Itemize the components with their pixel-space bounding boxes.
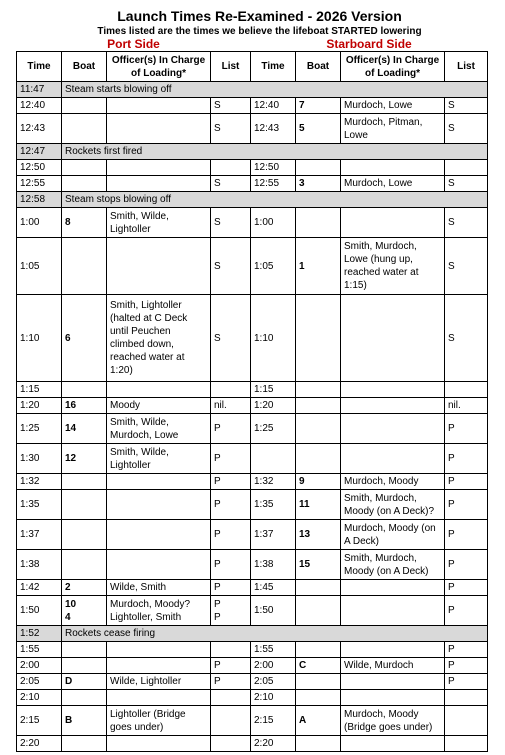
port-time-cell: 1:10 [17, 295, 62, 382]
table-row [17, 382, 488, 398]
port-time-cell: 12:55 [17, 176, 62, 192]
port-boat-cell [62, 238, 107, 295]
starboard-list-cell [445, 706, 488, 736]
starboard-time-cell: 1:10 [251, 295, 296, 382]
header-port-list: List [211, 52, 251, 82]
port-side-label: Port Side [17, 38, 251, 52]
port-list-cell: P [211, 474, 251, 490]
table-row [17, 295, 488, 382]
port-time-cell: 1:25 [17, 414, 62, 444]
port-list-cell [211, 690, 251, 706]
starboard-list-cell [445, 160, 488, 176]
port-boat-cell: 12 [62, 444, 107, 474]
event-text: Rockets first fired [62, 144, 488, 160]
starboard-boat-cell [296, 382, 341, 398]
port-officers-cell: Wilde, Smith [107, 580, 211, 596]
port-officers-cell [107, 176, 211, 192]
port-list-cell: P [211, 490, 251, 520]
port-time-cell: 1:38 [17, 550, 62, 580]
starboard-boat-cell: 5 [296, 114, 341, 144]
port-list-cell: P [211, 658, 251, 674]
port-time-cell: 2:15 [17, 706, 62, 736]
port-boat-cell: D [62, 674, 107, 690]
starboard-officers-cell [341, 690, 445, 706]
starboard-officers-cell: Murdoch, Lowe [341, 176, 445, 192]
starboard-officers-cell: Smith, Murdoch, Moody (on A Deck) [341, 550, 445, 580]
starboard-list-cell: S [445, 114, 488, 144]
starboard-officers-cell [341, 414, 445, 444]
starboard-time-cell: 2:00 [251, 658, 296, 674]
event-row [17, 144, 488, 160]
port-officers-cell [107, 642, 211, 658]
port-list-cell: S [211, 114, 251, 144]
starboard-list-cell: S [445, 238, 488, 295]
port-list-cell: S [211, 238, 251, 295]
event-row [17, 626, 488, 642]
starboard-officers-cell: Smith, Murdoch, Moody (on A Deck)? [341, 490, 445, 520]
port-list-cell: S [211, 208, 251, 238]
header-starboard-officers: Officer(s) In Charge of Loading* [341, 52, 445, 82]
starboard-officers-cell: Murdoch, Moody [341, 474, 445, 490]
port-time-cell: 12:40 [17, 98, 62, 114]
port-boat-cell [62, 642, 107, 658]
starboard-officers-cell: Smith, Murdoch, Lowe (hung up, reached water at 1:15) [341, 238, 445, 295]
port-time-cell: 2:00 [17, 658, 62, 674]
starboard-officers-cell [341, 736, 445, 752]
port-list-cell: P [211, 550, 251, 580]
starboard-time-cell: 1:55 [251, 642, 296, 658]
table-row [17, 414, 488, 444]
port-list-cell: P [211, 520, 251, 550]
starboard-list-cell [445, 736, 488, 752]
port-time-cell: 1:30 [17, 444, 62, 474]
port-boat-cell [62, 736, 107, 752]
starboard-officers-cell [341, 160, 445, 176]
starboard-time-cell: 2:20 [251, 736, 296, 752]
starboard-time-cell: 2:05 [251, 674, 296, 690]
starboard-list-cell: P [445, 674, 488, 690]
starboard-boat-cell: 11 [296, 490, 341, 520]
page-title: Launch Times Re-Examined - 2026 Version [117, 8, 402, 24]
starboard-boat-cell: C [296, 658, 341, 674]
starboard-boat-cell [296, 642, 341, 658]
port-officers-cell [107, 98, 211, 114]
event-text: Steam stops blowing off [62, 192, 488, 208]
starboard-boat-cell [296, 444, 341, 474]
port-list-cell: P [211, 674, 251, 690]
port-officers-cell [107, 736, 211, 752]
starboard-list-cell: S [445, 176, 488, 192]
port-officers-cell: Wilde, Lightoller [107, 674, 211, 690]
port-list-cell: nil. [211, 398, 251, 414]
starboard-time-cell: 1:45 [251, 580, 296, 596]
table-row [17, 160, 488, 176]
starboard-officers-cell [341, 674, 445, 690]
starboard-list-cell: P [445, 658, 488, 674]
port-time-cell: 1:35 [17, 490, 62, 520]
event-time: 11:47 [17, 82, 62, 98]
event-text: Rockets cease firing [62, 626, 488, 642]
port-officers-cell [107, 160, 211, 176]
port-time-cell: 2:20 [17, 736, 62, 752]
port-list-cell: S [211, 98, 251, 114]
port-time-cell: 1:00 [17, 208, 62, 238]
starboard-time-cell: 12:40 [251, 98, 296, 114]
starboard-time-cell: 1:05 [251, 238, 296, 295]
port-list-cell [211, 160, 251, 176]
starboard-officers-cell [341, 398, 445, 414]
table-row [17, 114, 488, 144]
port-time-cell: 1:55 [17, 642, 62, 658]
event-row [17, 82, 488, 98]
starboard-officers-cell [341, 295, 445, 382]
table-body [17, 82, 488, 752]
starboard-time-cell: 2:15 [251, 706, 296, 736]
starboard-time-cell: 1:25 [251, 414, 296, 444]
port-officers-cell [107, 550, 211, 580]
starboard-list-cell: P [445, 414, 488, 444]
port-officers-cell: Moody [107, 398, 211, 414]
port-list-cell [211, 706, 251, 736]
port-officers-cell: Smith, Lightoller (halted at C Deck until Peuchen climbed down, reached water at 1:20) [107, 295, 211, 382]
starboard-list-cell: P [445, 550, 488, 580]
table-row [17, 674, 488, 690]
port-boat-cell: 14 [62, 414, 107, 444]
starboard-officers-cell [341, 208, 445, 238]
starboard-boat-cell: 7 [296, 98, 341, 114]
starboard-boat-cell [296, 414, 341, 444]
table-row [17, 690, 488, 706]
port-officers-cell [107, 382, 211, 398]
starboard-list-cell: P [445, 490, 488, 520]
port-boat-cell [62, 550, 107, 580]
starboard-boat-cell: 9 [296, 474, 341, 490]
launch-times-table [16, 38, 488, 752]
table-row [17, 444, 488, 474]
port-list-cell [211, 382, 251, 398]
port-boat-cell [62, 98, 107, 114]
table-row [17, 98, 488, 114]
starboard-boat-cell [296, 690, 341, 706]
table-row [17, 208, 488, 238]
starboard-time-cell: 1:20 [251, 398, 296, 414]
starboard-officers-cell: Wilde, Murdoch [341, 658, 445, 674]
starboard-time-cell: 1:37 [251, 520, 296, 550]
port-officers-cell: Murdoch, Moody? Lightoller, Smith [107, 596, 211, 626]
port-officers-cell [107, 490, 211, 520]
starboard-officers-cell [341, 642, 445, 658]
starboard-list-cell: P [445, 596, 488, 626]
starboard-list-cell: S [445, 98, 488, 114]
starboard-time-cell: 12:55 [251, 176, 296, 192]
starboard-time-cell: 1:15 [251, 382, 296, 398]
port-officers-cell [107, 474, 211, 490]
starboard-list-cell [445, 382, 488, 398]
port-officers-cell: Smith, Wilde, Lightoller [107, 444, 211, 474]
event-time: 12:58 [17, 192, 62, 208]
port-time-cell: 1:05 [17, 238, 62, 295]
port-officers-cell [107, 690, 211, 706]
header-starboard-list: List [445, 52, 488, 82]
starboard-time-cell [251, 444, 296, 474]
starboard-officers-cell: Murdoch, Moody (Bridge goes under) [341, 706, 445, 736]
starboard-boat-cell [296, 596, 341, 626]
port-list-cell: P [211, 580, 251, 596]
port-boat-cell [62, 690, 107, 706]
starboard-time-cell: 1:00 [251, 208, 296, 238]
starboard-officers-cell [341, 580, 445, 596]
starboard-boat-cell: A [296, 706, 341, 736]
header-starboard-boat: Boat [296, 52, 341, 82]
starboard-boat-cell: 15 [296, 550, 341, 580]
starboard-list-cell: P [445, 444, 488, 474]
event-text: Steam starts blowing off [62, 82, 488, 98]
starboard-officers-cell: Murdoch, Lowe [341, 98, 445, 114]
starboard-boat-cell: 13 [296, 520, 341, 550]
starboard-time-cell: 1:32 [251, 474, 296, 490]
table-row [17, 520, 488, 550]
port-boat-cell [62, 176, 107, 192]
port-boat-cell [62, 520, 107, 550]
page-subtitle: Times listed are the times we believe the lifeboat STARTED lowering [97, 26, 422, 37]
starboard-time-cell: 1:50 [251, 596, 296, 626]
starboard-boat-cell [296, 736, 341, 752]
port-time-cell: 1:32 [17, 474, 62, 490]
port-list-cell: P [211, 444, 251, 474]
starboard-time-cell: 12:43 [251, 114, 296, 144]
port-boat-cell [62, 382, 107, 398]
port-officers-cell [107, 658, 211, 674]
port-boat-cell: 2 [62, 580, 107, 596]
starboard-officers-cell [341, 596, 445, 626]
port-officers-cell [107, 114, 211, 144]
port-list-cell [211, 642, 251, 658]
starboard-officers-cell [341, 444, 445, 474]
starboard-time-cell: 1:35 [251, 490, 296, 520]
table-row [17, 176, 488, 192]
starboard-time-cell: 2:10 [251, 690, 296, 706]
event-row [17, 192, 488, 208]
table-row [17, 474, 488, 490]
starboard-list-cell: S [445, 208, 488, 238]
starboard-list-cell [445, 690, 488, 706]
starboard-boat-cell [296, 208, 341, 238]
port-list-cell: S [211, 295, 251, 382]
table-row [17, 706, 488, 736]
table-row [17, 490, 488, 520]
port-time-cell: 1:37 [17, 520, 62, 550]
starboard-side-label: Starboard Side [251, 38, 488, 52]
table-row [17, 596, 488, 626]
header-starboard-time: Time [251, 52, 296, 82]
starboard-officers-cell: Murdoch, Pitman, Lowe [341, 114, 445, 144]
port-time-cell: 2:05 [17, 674, 62, 690]
port-boat-cell [62, 658, 107, 674]
starboard-officers-cell: Murdoch, Moody (on A Deck) [341, 520, 445, 550]
table-row [17, 736, 488, 752]
port-boat-cell: 16 [62, 398, 107, 414]
table-row [17, 398, 488, 414]
port-list-cell: S [211, 176, 251, 192]
header-port-officers: Officer(s) In Charge of Loading* [107, 52, 211, 82]
port-officers-cell: Smith, Wilde, Murdoch, Lowe [107, 414, 211, 444]
starboard-list-cell: P [445, 642, 488, 658]
port-boat-cell: B [62, 706, 107, 736]
starboard-boat-cell: 3 [296, 176, 341, 192]
port-time-cell: 2:10 [17, 690, 62, 706]
port-boat-cell [62, 160, 107, 176]
port-boat-cell [62, 490, 107, 520]
port-time-cell: 12:43 [17, 114, 62, 144]
starboard-time-cell: 12:50 [251, 160, 296, 176]
table-row [17, 658, 488, 674]
port-list-cell [211, 736, 251, 752]
starboard-boat-cell [296, 674, 341, 690]
starboard-time-cell: 1:38 [251, 550, 296, 580]
port-time-cell: 1:15 [17, 382, 62, 398]
port-list-cell: P P [211, 596, 251, 626]
table-row [17, 580, 488, 596]
document [16, 8, 503, 752]
port-boat-cell [62, 114, 107, 144]
starboard-boat-cell [296, 398, 341, 414]
event-time: 1:52 [17, 626, 62, 642]
port-list-cell: P [211, 414, 251, 444]
port-officers-cell [107, 238, 211, 295]
port-officers-cell: Smith, Wilde, Lightoller [107, 208, 211, 238]
starboard-list-cell: nil. [445, 398, 488, 414]
port-boat-cell [62, 474, 107, 490]
table-row [17, 550, 488, 580]
starboard-boat-cell [296, 160, 341, 176]
port-officers-cell [107, 520, 211, 550]
table-row [17, 238, 488, 295]
event-time: 12:47 [17, 144, 62, 160]
port-boat-cell: 10 4 [62, 596, 107, 626]
header-port-time: Time [17, 52, 62, 82]
port-time-cell: 1:50 [17, 596, 62, 626]
port-time-cell: 1:42 [17, 580, 62, 596]
starboard-list-cell: P [445, 580, 488, 596]
table-row [17, 642, 488, 658]
port-time-cell: 1:20 [17, 398, 62, 414]
starboard-officers-cell [341, 382, 445, 398]
port-boat-cell: 6 [62, 295, 107, 382]
port-boat-cell: 8 [62, 208, 107, 238]
starboard-boat-cell: 1 [296, 238, 341, 295]
starboard-list-cell: P [445, 520, 488, 550]
header-port-boat: Boat [62, 52, 107, 82]
starboard-boat-cell [296, 295, 341, 382]
starboard-list-cell: S [445, 295, 488, 382]
port-officers-cell: Lightoller (Bridge goes under) [107, 706, 211, 736]
starboard-boat-cell [296, 580, 341, 596]
starboard-list-cell: P [445, 474, 488, 490]
port-time-cell: 12:50 [17, 160, 62, 176]
